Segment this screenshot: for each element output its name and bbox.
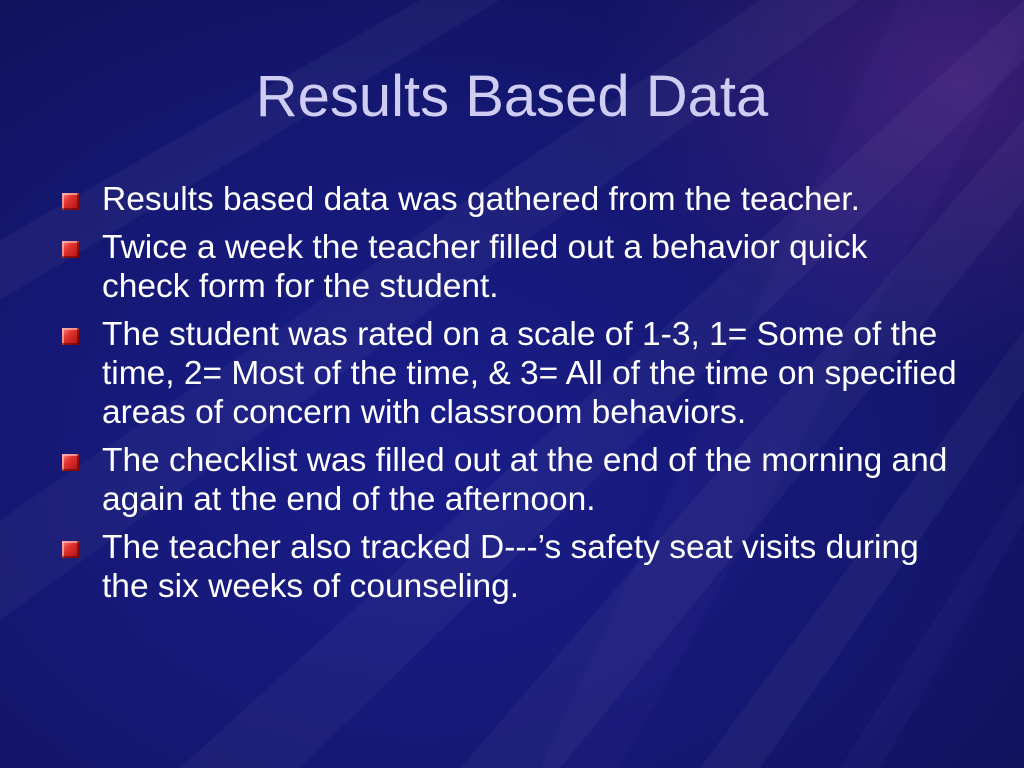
slide-title: Results Based Data (255, 64, 769, 129)
red-square-bullet-icon (62, 193, 79, 210)
bullet-item (62, 228, 962, 306)
bullet-text: The checklist was filled out at the end of the morning and again at the end of the afternoon. (102, 442, 948, 518)
red-square-bullet-icon (62, 241, 79, 258)
bullet-text: Results based data was gathered from the teacher. (102, 181, 860, 218)
bullet-item (62, 441, 962, 519)
bullet-text: The teacher also tracked D---’s safety seat visits during the six weeks of counseling. (102, 529, 919, 605)
bullet-item (62, 315, 962, 432)
bullet-item (62, 180, 962, 219)
bullet-text: The student was rated on a scale of 1-3, 1= Some of the time, 2= Most of the time, & 3= All of the time on specified areas of concern with classroom behaviors. (102, 316, 957, 431)
bullet-text: Twice a week the teacher filled out a behavior quick check form for the student. (102, 229, 868, 305)
bullet-item (62, 528, 962, 606)
red-square-bullet-icon (62, 328, 79, 345)
red-square-bullet-icon (62, 541, 79, 558)
red-square-bullet-icon (62, 454, 79, 471)
bullet-list (62, 180, 962, 615)
